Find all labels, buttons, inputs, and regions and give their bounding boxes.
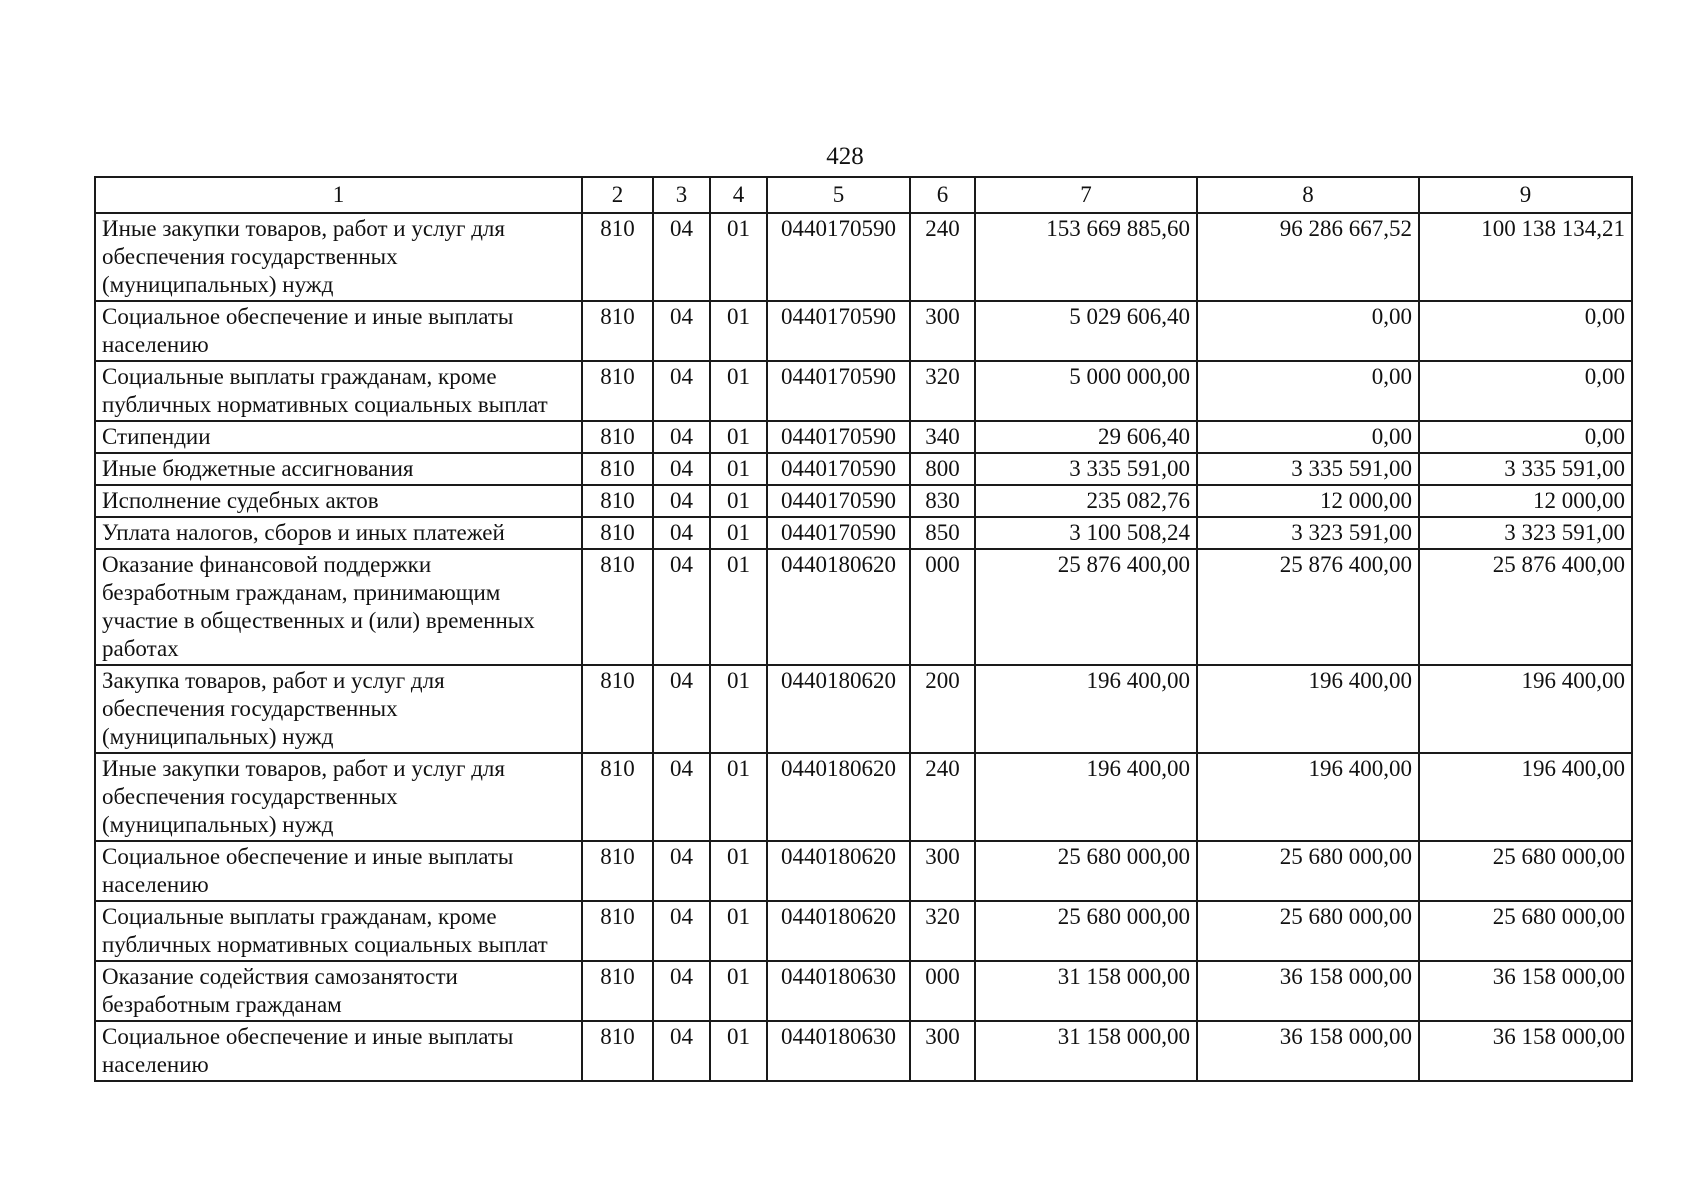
section-code-cell: 810 [582,841,653,901]
amount-year-2-cell: 3 335 591,00 [1197,453,1419,485]
section-code-cell: 810 [582,517,653,549]
expense-name-line: Социальное обеспечение и иные выплаты [102,304,514,329]
section-code-cell: 810 [582,485,653,517]
amount-year-3-cell: 3 323 591,00 [1419,517,1632,549]
column-number: 7 [975,177,1197,213]
expense-name-line: обеспечения государственных [102,244,398,269]
expense-name-cell [95,485,582,517]
amount-year-2-cell: 36 158 000,00 [1197,1021,1419,1081]
amount-year-1-cell: 235 082,76 [975,485,1197,517]
chapter-code-cell: 04 [653,453,710,485]
amount-year-3-cell: 25 680 000,00 [1419,841,1632,901]
subsection-code-cell: 01 [710,549,767,665]
expense-name-line: работах [102,636,179,661]
expense-name-cell [95,841,582,901]
chapter-code-cell: 04 [653,901,710,961]
expense-type-code-cell: 000 [910,961,975,1021]
target-article-code-cell: 0440170590 [767,301,910,361]
expense-type-code-cell: 200 [910,665,975,753]
chapter-code-cell: 04 [653,1021,710,1081]
target-article-code-cell: 0440180620 [767,841,910,901]
table-row [95,961,1632,1021]
expense-name-cell [95,549,582,665]
amount-year-2-cell: 0,00 [1197,361,1419,421]
expense-name-line: Социальное обеспечение и иные выплаты [102,1024,514,1049]
subsection-code-cell: 01 [710,485,767,517]
chapter-code-cell: 04 [653,841,710,901]
amount-year-1-cell: 196 400,00 [975,665,1197,753]
page-number: 428 [826,143,864,170]
expense-name-line: участие в общественных и (или) временных [102,608,535,633]
section-code-cell: 810 [582,301,653,361]
amount-year-1-cell: 25 876 400,00 [975,549,1197,665]
expense-name-line: Оказание содействия самозанятости [102,964,458,989]
subsection-code-cell: 01 [710,901,767,961]
column-number: 1 [95,177,582,213]
expense-name-line: безработным гражданам, принимающим [102,580,501,605]
column-number: 6 [910,177,975,213]
expense-name-line: публичных нормативных социальных выплат [102,932,548,957]
expense-type-code-cell: 830 [910,485,975,517]
section-code-cell: 810 [582,901,653,961]
chapter-code-cell: 04 [653,485,710,517]
target-article-code-cell: 0440180620 [767,901,910,961]
table-row [95,665,1632,753]
subsection-code-cell: 01 [710,753,767,841]
chapter-code-cell: 04 [653,301,710,361]
expense-type-code-cell: 300 [910,1021,975,1081]
chapter-code-cell: 04 [653,665,710,753]
amount-year-2-cell: 0,00 [1197,301,1419,361]
expense-name-line: обеспечения государственных [102,696,398,721]
expense-name-cell [95,453,582,485]
expense-type-code-cell: 320 [910,901,975,961]
table-row [95,753,1632,841]
amount-year-3-cell: 36 158 000,00 [1419,1021,1632,1081]
expense-type-code-cell: 300 [910,841,975,901]
table-row [95,517,1632,549]
table-row [95,213,1632,301]
expense-type-code-cell: 300 [910,301,975,361]
amount-year-3-cell: 196 400,00 [1419,753,1632,841]
amount-year-1-cell: 29 606,40 [975,421,1197,453]
amount-year-2-cell: 36 158 000,00 [1197,961,1419,1021]
target-article-code-cell: 0440170590 [767,361,910,421]
amount-year-3-cell: 3 335 591,00 [1419,453,1632,485]
section-code-cell: 810 [582,665,653,753]
subsection-code-cell: 01 [710,1021,767,1081]
target-article-code-cell: 0440180630 [767,1021,910,1081]
amount-year-1-cell: 3 100 508,24 [975,517,1197,549]
expense-name-line: публичных нормативных социальных выплат [102,392,548,417]
expense-name-line: обеспечения государственных [102,784,398,809]
section-code-cell: 810 [582,421,653,453]
target-article-code-cell: 0440170590 [767,485,910,517]
subsection-code-cell: 01 [710,517,767,549]
amount-year-3-cell: 100 138 134,21 [1419,213,1632,301]
section-code-cell: 810 [582,213,653,301]
target-article-code-cell: 0440180620 [767,549,910,665]
amount-year-1-cell: 5 029 606,40 [975,301,1197,361]
expense-name-line: Иные закупки товаров, работ и услуг для [102,756,505,781]
amount-year-2-cell: 0,00 [1197,421,1419,453]
expense-name-cell [95,753,582,841]
amount-year-1-cell: 5 000 000,00 [975,361,1197,421]
expense-name-line: населению [102,332,209,357]
expense-name-cell [95,665,582,753]
amount-year-1-cell: 31 158 000,00 [975,961,1197,1021]
amount-year-1-cell: 25 680 000,00 [975,841,1197,901]
budget-table [94,176,1633,1082]
table-row [95,421,1632,453]
chapter-code-cell: 04 [653,549,710,665]
column-number: 4 [710,177,767,213]
amount-year-3-cell: 12 000,00 [1419,485,1632,517]
section-code-cell: 810 [582,753,653,841]
expense-type-code-cell: 000 [910,549,975,665]
amount-year-2-cell: 3 323 591,00 [1197,517,1419,549]
expense-name-line: населению [102,872,209,897]
table-row [95,301,1632,361]
amount-year-3-cell: 196 400,00 [1419,665,1632,753]
target-article-code-cell: 0440180620 [767,753,910,841]
expense-type-code-cell: 800 [910,453,975,485]
expense-name-line: (муниципальных) нужд [102,812,334,837]
amount-year-1-cell: 153 669 885,60 [975,213,1197,301]
subsection-code-cell: 01 [710,421,767,453]
amount-year-1-cell: 196 400,00 [975,753,1197,841]
target-article-code-cell: 0440170590 [767,213,910,301]
section-code-cell: 810 [582,549,653,665]
amount-year-1-cell: 25 680 000,00 [975,901,1197,961]
expense-name-line: Стипендии [102,424,211,449]
amount-year-3-cell: 25 876 400,00 [1419,549,1632,665]
target-article-code-cell: 0440180620 [767,665,910,753]
expense-name-line: Оказание финансовой поддержки [102,552,432,577]
table-row [95,1021,1632,1081]
expense-name-line: Уплата налогов, сборов и иных платежей [102,520,505,545]
target-article-code-cell: 0440170590 [767,421,910,453]
amount-year-3-cell: 0,00 [1419,301,1632,361]
expense-name-cell [95,961,582,1021]
chapter-code-cell: 04 [653,213,710,301]
chapter-code-cell: 04 [653,961,710,1021]
section-code-cell: 810 [582,361,653,421]
expense-name-line: Закупка товаров, работ и услуг для [102,668,445,693]
amount-year-2-cell: 12 000,00 [1197,485,1419,517]
amount-year-2-cell: 96 286 667,52 [1197,213,1419,301]
column-number: 9 [1419,177,1632,213]
amount-year-1-cell: 3 335 591,00 [975,453,1197,485]
chapter-code-cell: 04 [653,517,710,549]
subsection-code-cell: 01 [710,213,767,301]
expense-type-code-cell: 850 [910,517,975,549]
amount-year-3-cell: 25 680 000,00 [1419,901,1632,961]
expense-name-cell [95,301,582,361]
section-code-cell: 810 [582,453,653,485]
expense-name-line: Иные бюджетные ассигнования [102,456,414,481]
expense-name-cell [95,901,582,961]
chapter-code-cell: 04 [653,753,710,841]
subsection-code-cell: 01 [710,665,767,753]
expense-name-line: Исполнение судебных актов [102,488,379,513]
table-row [95,485,1632,517]
column-number-row [95,177,1632,213]
target-article-code-cell: 0440170590 [767,517,910,549]
subsection-code-cell: 01 [710,453,767,485]
section-code-cell: 810 [582,1021,653,1081]
expense-name-line: (муниципальных) нужд [102,272,334,297]
table-row [95,549,1632,665]
amount-year-2-cell: 25 680 000,00 [1197,841,1419,901]
expense-name-cell [95,421,582,453]
chapter-code-cell: 04 [653,361,710,421]
subsection-code-cell: 01 [710,841,767,901]
subsection-code-cell: 01 [710,961,767,1021]
column-number: 2 [582,177,653,213]
expense-name-line: Социальные выплаты гражданам, кроме [102,904,497,929]
expense-name-line: Иные закупки товаров, работ и услуг для [102,216,505,241]
expense-name-line: (муниципальных) нужд [102,724,334,749]
amount-year-2-cell: 196 400,00 [1197,665,1419,753]
expense-name-cell [95,1021,582,1081]
section-code-cell: 810 [582,961,653,1021]
chapter-code-cell: 04 [653,421,710,453]
amount-year-2-cell: 25 680 000,00 [1197,901,1419,961]
expense-name-cell [95,361,582,421]
table-row [95,841,1632,901]
expense-name-cell [95,517,582,549]
target-article-code-cell: 0440180630 [767,961,910,1021]
amount-year-3-cell: 0,00 [1419,361,1632,421]
amount-year-2-cell: 196 400,00 [1197,753,1419,841]
table-row [95,453,1632,485]
subsection-code-cell: 01 [710,301,767,361]
amount-year-1-cell: 31 158 000,00 [975,1021,1197,1081]
amount-year-3-cell: 0,00 [1419,421,1632,453]
expense-type-code-cell: 240 [910,213,975,301]
expense-name-cell [95,213,582,301]
expense-name-line: Социальное обеспечение и иные выплаты [102,844,514,869]
table-row [95,361,1632,421]
subsection-code-cell: 01 [710,361,767,421]
amount-year-2-cell: 25 876 400,00 [1197,549,1419,665]
expense-type-code-cell: 240 [910,753,975,841]
column-number: 5 [767,177,910,213]
expense-name-line: безработным гражданам [102,992,342,1017]
target-article-code-cell: 0440170590 [767,453,910,485]
expense-type-code-cell: 340 [910,421,975,453]
column-number: 3 [653,177,710,213]
expense-name-line: населению [102,1052,209,1077]
table-row [95,901,1632,961]
expense-name-line: Социальные выплаты гражданам, кроме [102,364,497,389]
amount-year-3-cell: 36 158 000,00 [1419,961,1632,1021]
column-number: 8 [1197,177,1419,213]
expense-type-code-cell: 320 [910,361,975,421]
